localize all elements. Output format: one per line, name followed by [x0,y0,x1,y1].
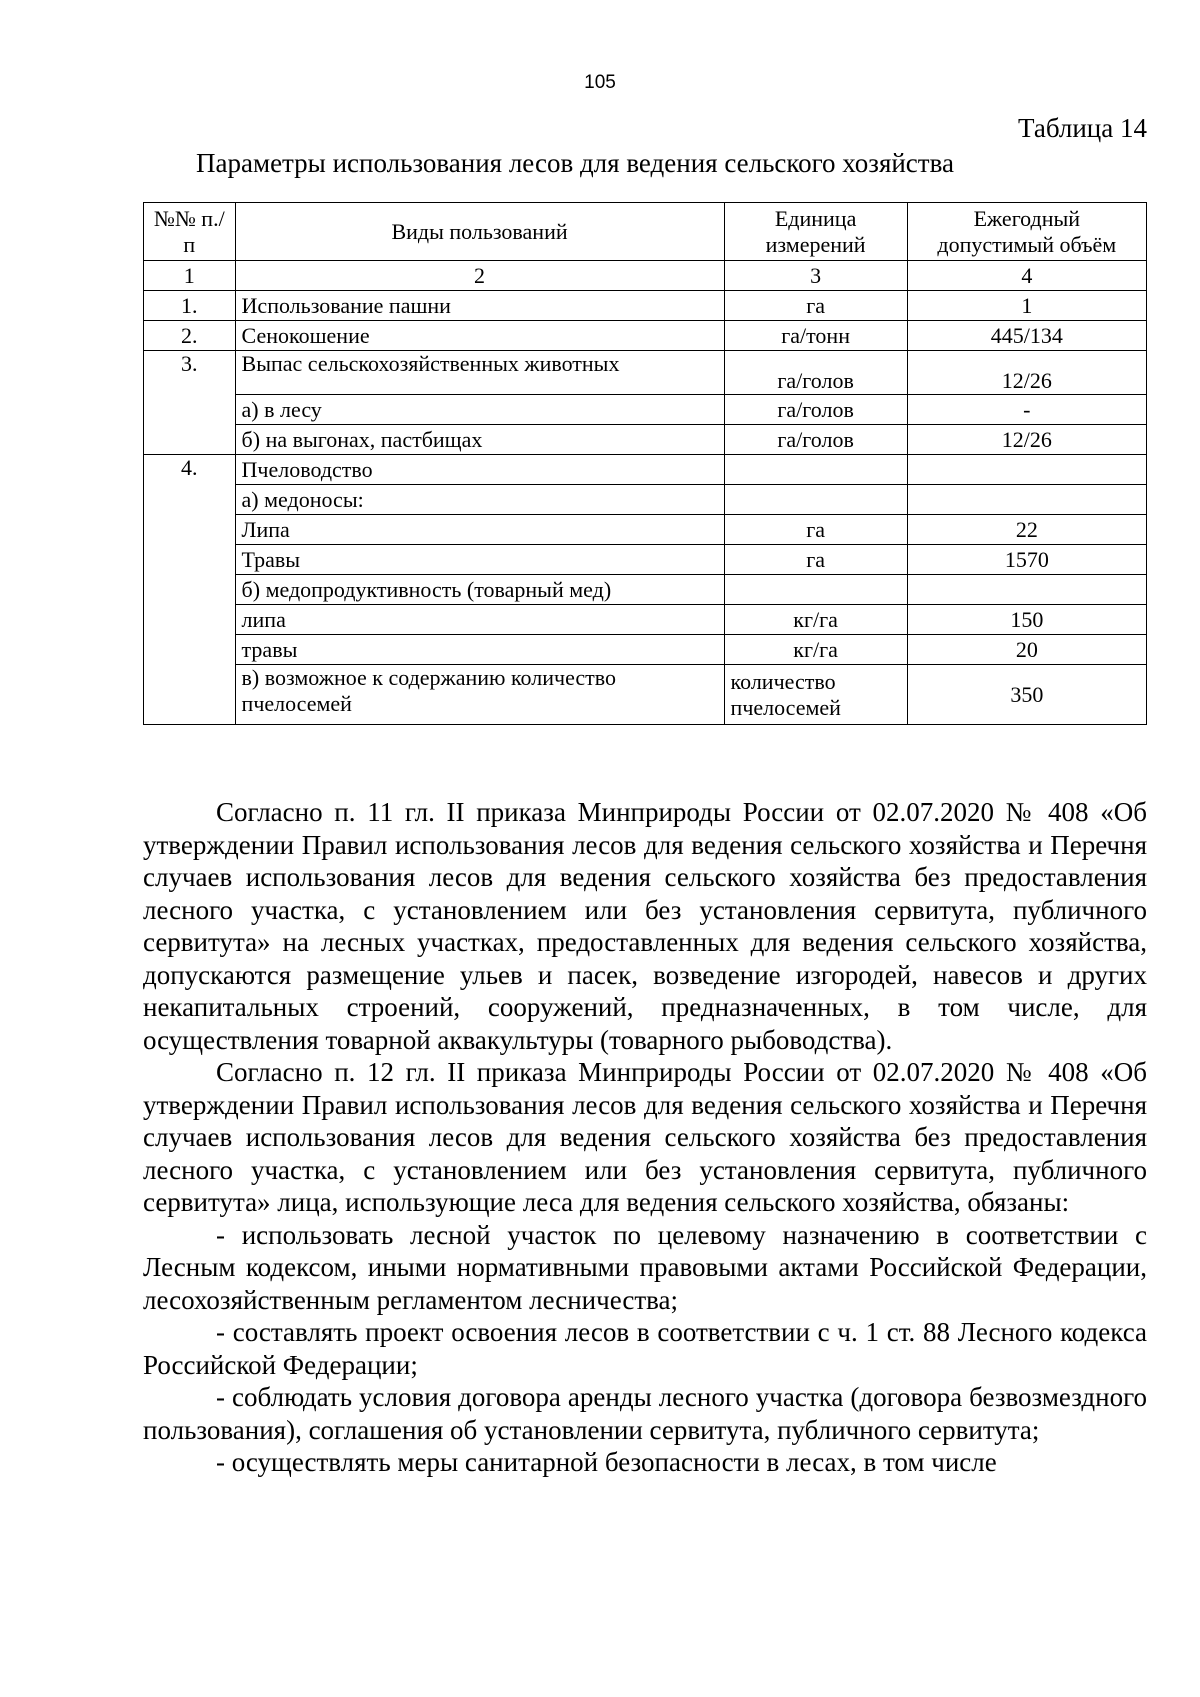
table-row [144,515,1147,545]
header-unit: Единица измерений [724,203,907,261]
row-usage-type: Выпас сельскохозяйственных животных [235,351,724,395]
column-number: 4 [907,261,1146,291]
row-unit [724,455,907,485]
row-number: 3. [144,351,236,455]
row-value: 12/26 [907,351,1146,395]
row-usage-type: травы [235,635,724,665]
row-value: - [907,395,1146,425]
header-usage-type: Виды пользований [235,203,724,261]
row-value: 12/26 [907,425,1146,455]
paragraph: - осуществлять меры санитарной безопасности в лесах, в том числе [216,1447,997,1477]
header-number: №№ п./п [144,203,236,261]
row-usage-type: липа [235,605,724,635]
table-row [144,605,1147,635]
row-value: 1 [907,291,1146,321]
row-usage-type: Травы [235,545,724,575]
row-value: 22 [907,515,1146,545]
row-usage-type: а) в лесу [235,395,724,425]
row-usage-type: б) на выгонах, пастбищах [235,425,724,455]
row-unit: кг/га [724,635,907,665]
paragraph: - использовать лесной участок по целевому назначению в соответствии с Лесным кодексом, иными нормативными правовыми актами Российской Федерации, лесохозяйственным регламентом лесничества; [143,1219,1147,1315]
table-row [144,425,1147,455]
row-value [907,575,1146,605]
row-unit [724,575,907,605]
table-row [144,291,1147,321]
row-value: 445/134 [907,321,1146,351]
table-row [144,635,1147,665]
table-row [144,351,1147,395]
row-number: 4. [144,455,236,725]
row-value: 350 [907,665,1146,725]
table-row [144,321,1147,351]
row-unit: кг/га [724,605,907,635]
row-usage-type: Липа [235,515,724,545]
row-unit: га [724,291,907,321]
table-row [144,545,1147,575]
table-row [144,395,1147,425]
column-number: 2 [235,261,724,291]
row-value: 1570 [907,545,1146,575]
row-value: 150 [907,605,1146,635]
row-value [907,485,1146,515]
row-value: 20 [907,635,1146,665]
row-usage-type: а) медоносы: [235,485,724,515]
row-usage-type: в) возможное к содержанию количество пчелосемей [235,665,724,725]
table-row [144,485,1147,515]
row-unit: количество пчелосемей [724,665,907,725]
row-usage-type: Сенокошение [235,321,724,351]
row-value [907,455,1146,485]
row-usage-type: Пчеловодство [235,455,724,485]
row-number: 2. [144,321,236,351]
parameters-table [143,202,1147,725]
body-text [143,796,1147,1479]
table-row [144,455,1147,485]
row-usage-type: Использование пашни [235,291,724,321]
paragraph: - составлять проект освоения лесов в соответствии с ч. 1 ст. 88 Лесного кодекса Российской Федерации; [143,1317,1147,1380]
row-unit [724,485,907,515]
row-unit: га/голов [724,425,907,455]
header-annual-volume: Ежегодный допустимый объём [907,203,1146,261]
table-label: Таблица 14 [1018,113,1147,143]
row-unit: га [724,545,907,575]
column-number-row [144,261,1147,291]
column-number: 3 [724,261,907,291]
paragraph: Согласно п. 11 гл. II приказа Минприроды России от 02.07.2020 № 408 «Об утверждении Правил использования лесов для ведения сельского хозяйства и Перечня случаев использования лесов для ведения сельского хозяйства без предоставления лесного участка, с установлением или без установления сервитута, публичного сервитута» на лесных участках, предоставленных для ведения сельского хозяйства, допускаются размещение ульев и пасек, возведение изгородей, навесов и других некапитальных строений, сооружений, предназначенных, в том числе, для осуществления товарной аквакультуры (товарного рыбоводства). [143,797,1147,1055]
paragraph: - соблюдать условия договора аренды лесного участка (договора безвозмездного пользования), соглашения об установлении сервитута, публичного сервитута; [143,1382,1147,1445]
row-number: 1. [144,291,236,321]
table-header-row [144,203,1147,261]
page-number: 105 [584,72,616,93]
column-number: 1 [144,261,236,291]
table-row [144,575,1147,605]
table-title: Параметры использования лесов для ведения сельского хозяйства [196,148,954,178]
table-row [144,665,1147,725]
row-usage-type: б) медопродуктивность (товарный мед) [235,575,724,605]
row-unit: га/голов [724,351,907,395]
row-unit: га/голов [724,395,907,425]
paragraph: Согласно п. 12 гл. II приказа Минприроды России от 02.07.2020 № 408 «Об утверждении Правил использования лесов для ведения сельского хозяйства и Перечня случаев использования лесов для ведения сельского хозяйства без предоставления лесного участка, с установлением или без установления сервитута, публичного сервитута» лица, использующие леса для ведения сельского хозяйства, обязаны: [143,1057,1147,1217]
row-unit: га [724,515,907,545]
row-unit: га/тонн [724,321,907,351]
